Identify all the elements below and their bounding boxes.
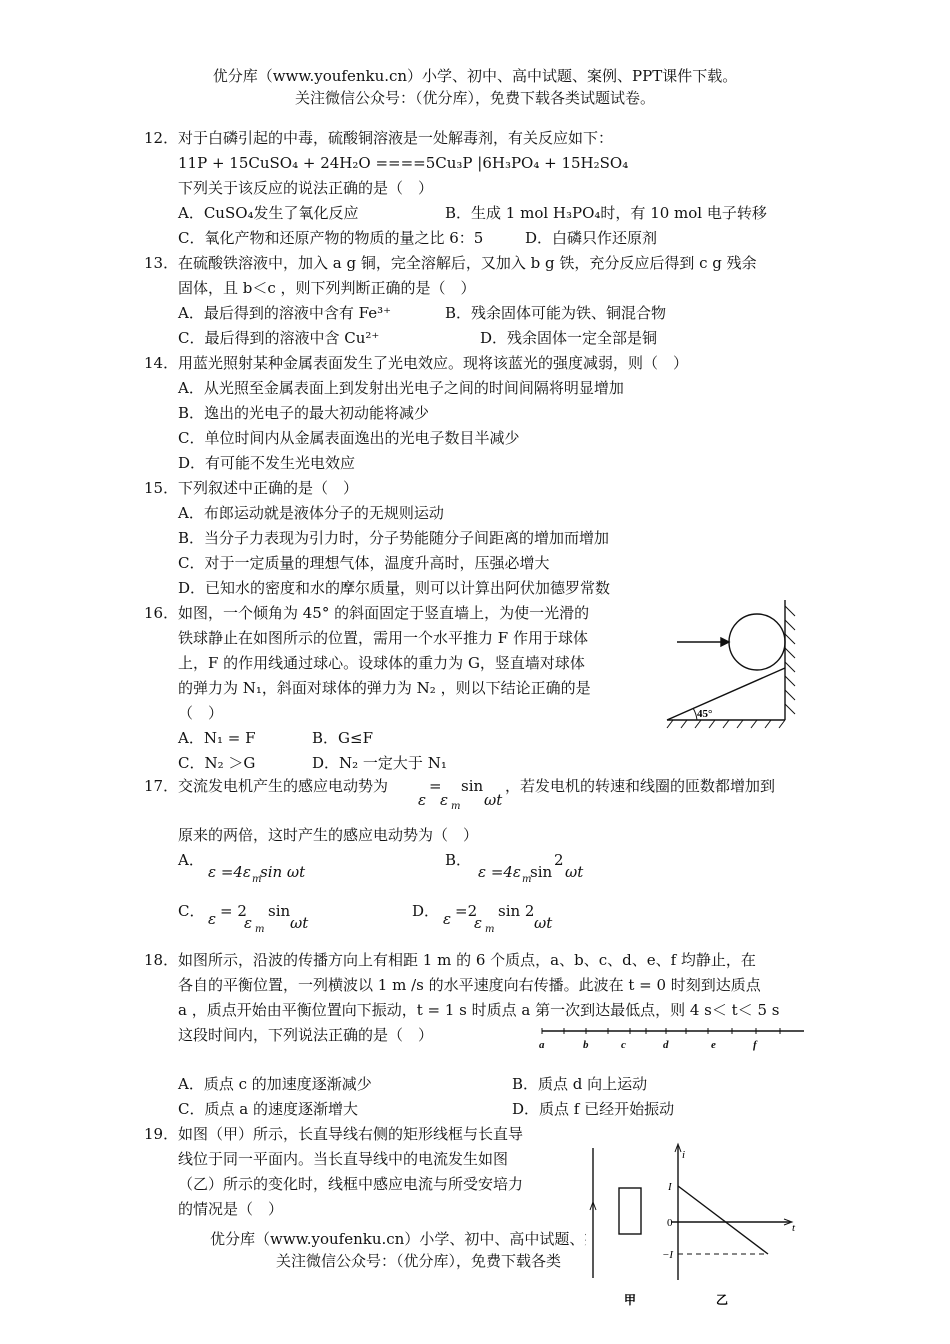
angle-label: 45° (697, 708, 713, 720)
q17-option-d-label: D． (412, 902, 440, 920)
q16-line-4: 的弹力为 N₁，斜面对球体的弹力为 N₂ ，则以下结论正确的是 (178, 679, 591, 697)
q17-formula-eq: = (429, 777, 442, 795)
q17-formula-eps: ε (418, 791, 427, 809)
q17-option-c-m: m (255, 924, 265, 935)
q17-option-d-sin: sin 2 (498, 902, 535, 920)
q16-option-d: D．N₂ 一定大于 N₁ (312, 754, 447, 772)
q16-option-c: C．N₂ ＞G (178, 754, 256, 772)
q14-number: 14． (144, 354, 179, 372)
q16-figure-incline-ball (655, 596, 805, 736)
header-line-2: 关注微信公众号：（优分库），免费下载各类试题试卷。 (294, 89, 655, 107)
q17-stem-a: 交流发电机产生的感应电动势为 (178, 777, 389, 795)
q16-line-1: 如图，一个倾角为 45° 的斜面固定于竖直墙上，为使一光滑的 (178, 604, 590, 622)
point-label-d: d (663, 1039, 669, 1051)
q19-line-4: 的情况是（ ） (178, 1200, 284, 1218)
q18-line-3: a ，质点开始由平衡位置向下振动，t = 1 s 时质点 a 第一次到达最低点，则 4 s＜ t＜ 5 s (178, 1001, 780, 1019)
q16-line-2: 铁球静止在如图所示的位置，需用一个水平推力 F 作用于球体 (178, 629, 588, 647)
q15-option-a: A．布郎运动就是液体分子的无规则运动 (178, 504, 444, 522)
q18-option-a: A．质点 c 的加速度逐渐减少 (178, 1075, 372, 1093)
q15-stem: 下列叙述中正确的是（ ） (178, 479, 359, 497)
q14-option-c: C．单位时间内从金属表面逸出的光电子数目半减少 (178, 429, 520, 447)
q17-option-d-epsm: ε (474, 914, 483, 932)
q18-line-4: 这段时间内，下列说法正确的是（ ） (178, 1026, 434, 1044)
q17-stem-b: ，若发电机的转速和线圈的匝数都增加到 (505, 777, 776, 795)
q16-option-a: A．N₁ = F (178, 729, 256, 747)
q18-number: 18． (144, 951, 179, 969)
q17-formula-wt: ωt (484, 791, 503, 809)
q17-option-d-eps: ε (443, 910, 452, 928)
q17-option-c-eq: = 2 (220, 902, 247, 920)
q18-option-d: D．质点 f 已经开始振动 (512, 1100, 675, 1118)
q18-option-b: B．质点 d 向上运动 (512, 1075, 648, 1093)
q16-line-3: 上，F 的作用线通过球心。设球体的重力为 G，竖直墙对球体 (178, 654, 585, 672)
rectangular-loop (619, 1188, 641, 1234)
q12-ask: 下列关于该反应的说法正确的是（ ） (178, 179, 434, 197)
iron-ball (729, 614, 785, 670)
q14-option-b: B．逸出的光电子的最大初动能将减少 (178, 404, 430, 422)
q17-formula-sin: sin (461, 777, 484, 795)
axis-t-label: t (792, 1222, 796, 1234)
q12-option-b: B．生成 1 mol H₃PO₄时，有 10 mol 电子转移 (445, 204, 767, 222)
tick-i-label: I (668, 1181, 672, 1193)
q19-line-1: 如图（甲）所示，长直导线右侧的矩形线框与长直导 (178, 1125, 524, 1143)
footer-line-2: 关注微信公众号：（优分库），免费下载各类 (276, 1252, 562, 1270)
q17-option-d-eq: =2 (455, 902, 478, 920)
q13-option-c: C．最后得到的溶液中含 Cu²⁺ (178, 329, 380, 347)
point-label-e: e (711, 1039, 716, 1051)
q13-option-a: A．最后得到的溶液中含有 Fe³⁺ (178, 304, 391, 322)
q13-number: 13． (144, 254, 179, 272)
q13-option-d: D．残余固体一定全部是铜 (480, 329, 658, 347)
q17-formula-epsm: ε (440, 791, 449, 809)
q16-number: 16． (144, 604, 179, 622)
q18-line-2: 各自的平衡位置，一列横波以 1 m /s 的水平速度向右传播。此波在 t = 0 时刻到达质点 (178, 976, 761, 994)
q17-option-d-m: m (485, 924, 495, 935)
q18-option-c: C．质点 a 的速度逐渐增大 (178, 1100, 358, 1118)
q12-option-a: A．CuSO₄发生了氧化反应 (178, 204, 359, 222)
footer-line-1: 优分库（www.youfenku.cn）小学、初中、高中试题、案 (210, 1230, 600, 1248)
q13-stem-2: 固体，且 b＜c ，则下列判断正确的是（ ） (178, 279, 476, 297)
axis-i-label: i (682, 1149, 686, 1161)
q19-figure (586, 1140, 808, 1312)
q19-line-3: （乙）所示的变化时，线框中感应电流与所受安培力 (178, 1175, 524, 1193)
q19-line-2: 线位于同一平面内。当长直导线中的电流发生如图 (178, 1150, 509, 1168)
q17-option-b-sup: 2 (554, 851, 564, 869)
q17-option-a-label: A． (178, 851, 204, 869)
q12-stem: 对于白磷引起的中毒，硫酸铜溶液是一处解毒剂，有关反应如下： (178, 129, 614, 147)
q16-line-5: （ ） (178, 704, 224, 722)
tick-neg-i-label: −I (662, 1249, 674, 1261)
q19-number: 19． (144, 1125, 179, 1143)
tick-zero-label: 0 (667, 1217, 673, 1229)
q17-stem-2: 原来的两倍，这时产生的感应电动势为（ ） (178, 826, 479, 844)
q14-option-a: A．从光照至金属表面上到发射出光电子之间的时间间隔将明显增加 (178, 379, 624, 397)
header-line-1: 优分库（www.youfenku.cn）小学、初中、高中试题、案例、PPT课件下载。 (212, 67, 738, 85)
q17-option-a-tail: sin ωt (260, 863, 306, 881)
q17-option-b-wt: ωt (565, 863, 584, 881)
q17-formula-m: m (451, 801, 461, 812)
q17-option-b-m: m (522, 874, 532, 885)
q15-number: 15． (144, 479, 179, 497)
q12-option-d: D．白磷只作还原剂 (525, 229, 658, 247)
q14-stem: 用蓝光照射某种金属表面发生了光电效应。现将该蓝光的强度减弱，则（ ） (178, 354, 689, 372)
q15-option-d: D．已知水的密度和水的摩尔质量，则可以计算出阿伏加德罗常数 (178, 579, 611, 597)
point-label-a: a (539, 1039, 545, 1051)
q18-figure-wave-points (536, 1022, 808, 1054)
point-label-b: b (583, 1039, 589, 1051)
q18-line-1: 如图所示，沿波的传播方向上有相距 1 m 的 6 个质点，a、b、c、d、e、f 均静止，在 (178, 951, 756, 969)
q17-option-c-label: C． (178, 902, 205, 920)
q14-option-d: D．有可能不发生光电效应 (178, 454, 356, 472)
q17-option-b-formula: ε =4ε (478, 863, 521, 881)
q13-option-b: B．残余固体可能为铁、铜混合物 (445, 304, 667, 322)
q17-option-b-label: B． (445, 851, 472, 869)
q13-stem-1: 在硫酸铁溶液中，加入 a g 铜，完全溶解后，又加入 b g 铁，充分反应后得到 c g 残余 (178, 254, 757, 272)
current-line (678, 1186, 768, 1254)
fig-jia-label: 甲 (624, 1293, 637, 1307)
q17-option-a-formula: ε =4ε (208, 863, 251, 881)
q17-option-c-wt: ωt (290, 914, 309, 932)
q17-option-c-epsm: ε (244, 914, 253, 932)
q17-option-d-wt: ωt (534, 914, 553, 932)
q17-number: 17． (144, 777, 179, 795)
incline-line (667, 668, 785, 720)
ground-hatching (667, 720, 785, 728)
q17-option-b-sin: sin (530, 863, 553, 881)
point-label-c: c (621, 1039, 626, 1051)
q17-option-c-eps: ε (208, 910, 217, 928)
q17-option-c-sin: sin (268, 902, 291, 920)
q12-equation: 11P + 15CuSO₄ + 24H₂O ====5Cu₃P |6H₃PO₄ + 15H₂SO₄ (178, 154, 629, 172)
q12-option-c: C．氧化产物和还原产物的物质的量之比 6：5 (178, 229, 484, 247)
wall-hatching (785, 606, 795, 714)
q12-number: 12． (144, 129, 179, 147)
point-label-f: f (753, 1039, 757, 1051)
q15-option-c: C．对于一定质量的理想气体，温度升高时，压强必增大 (178, 554, 550, 572)
q17-option-a-m: m (252, 874, 262, 885)
q15-option-b: B．当分子力表现为引力时，分子势能随分子间距离的增加而增加 (178, 529, 610, 547)
fig-yi-label: 乙 (716, 1293, 729, 1307)
q16-option-b: B．G≤F (312, 729, 373, 747)
